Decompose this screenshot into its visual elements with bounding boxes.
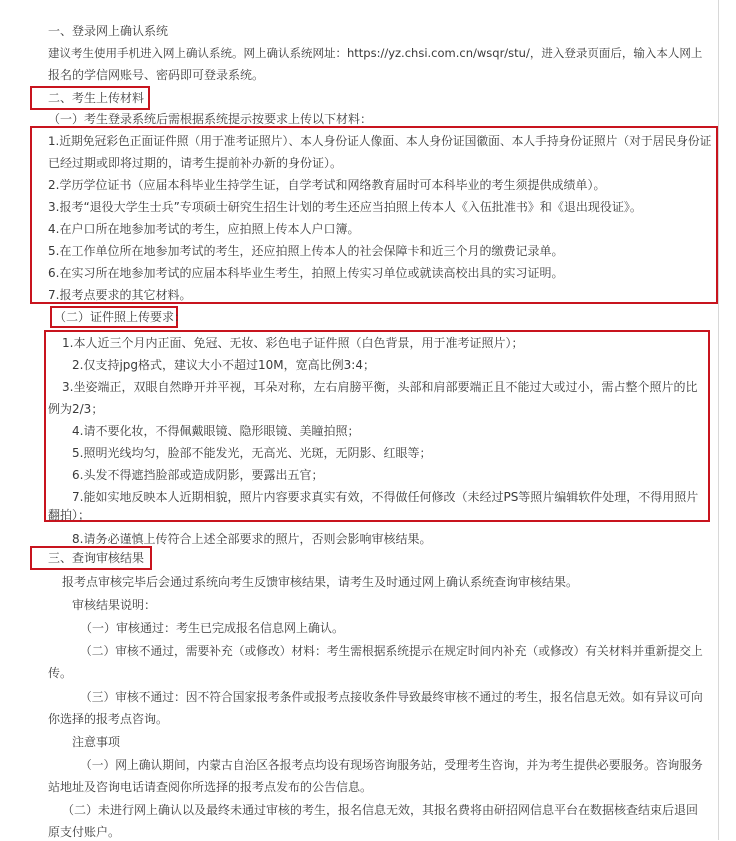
review-result-item: （二）审核不通过，需要补充（或修改）材料：考生需根据系统提示在规定时间内补充（或修改）有关材料并重新提交上 <box>80 644 703 658</box>
photo-requirement-item: 3.坐姿端正，双眼自然睁开并平视，耳朵对称，左右肩膀平衡，头部和肩部要端正且不能过大或过小，需占整个照片的比 <box>62 380 698 394</box>
note-item: （一）网上确认期间，内蒙古自治区各报考点均设有现场咨询服务站，受理考生咨询，并为考生提供必要服务。咨询服务 <box>80 758 703 772</box>
review-result-item: （一）审核通过：考生已完成报名信息网上确认。 <box>80 621 345 635</box>
page-edge-divider <box>718 0 719 840</box>
section2-heading: 二、考生上传材料 <box>48 91 145 105</box>
review-intro: 报考点审核完毕后会通过系统向考生反馈审核结果，请考生及时通过网上确认系统查询审核结果。 <box>62 575 579 589</box>
photo-requirement-item: 2.仅支持jpg格式，建议大小不超过10M，宽高比例3:4； <box>72 358 375 372</box>
photo-requirement-item: 6.头发不得遮挡脸部或造成阴影，要露出五官； <box>72 468 324 482</box>
notes-title: 注意事项 <box>72 735 121 749</box>
section3-heading: 三、查询审核结果 <box>48 551 145 565</box>
photo-requirement-item: 1.本人近三个月内正面、免冠、无妆、彩色电子证件照（白色背景，用于准考证照片）； <box>62 336 524 350</box>
section1-paragraph-line1: 建议考生使用手机进入网上确认系统。网上确认系统网址：https://yz.chsi.com.cn/wsqr/stu/，进入登录页面后，输入本人网上 <box>48 46 703 60</box>
photo-requirement-item: 4.请不要化妆，不得佩戴眼镜、隐形眼镜、美瞳拍照； <box>72 424 360 438</box>
material-item: 4.在户口所在地参加考试的考生，应拍照上传本人户口簿。 <box>48 222 360 236</box>
review-result-item: 你选择的报考点咨询。 <box>48 712 169 726</box>
note-item: 原支付账户。 <box>48 825 121 839</box>
photo-requirement-item: 8.请务必谨慎上传符合上述全部要求的照片，否则会影响审核结果。 <box>72 532 432 546</box>
photo-requirement-item: 7.能如实地反映本人近期相貌，照片内容要求真实有效，不得做任何修改（未经过PS等照片编辑软件处理，不得用照片 <box>72 490 699 504</box>
review-explain-title: 审核结果说明： <box>72 598 157 612</box>
review-result-item: 传。 <box>48 666 73 680</box>
photo-requirement-item: 5.照明光线均匀，脸部不能发光，无高光、光斑，无阴影、红眼等； <box>72 446 432 460</box>
material-item: 5.在工作单位所在地参加考试的考生，还应拍照上传本人的社会保障卡和近三个月的缴费记录单。 <box>48 244 564 258</box>
review-result-item: （三）审核不通过：因不符合国家报考条件或报考点接收条件导致最终审核不通过的考生，报名信息无效。如有异议可向 <box>80 690 703 704</box>
material-item: 7.报考点要求的其它材料。 <box>48 288 192 302</box>
note-item: （二）未进行网上确认以及最终未通过审核的考生，报名信息无效，其报名费将由研招网信息平台在数据核查结束后退回 <box>62 803 699 817</box>
material-item: 已经过期或即将过期的，请考生提前补办新的身份证）。 <box>48 156 343 170</box>
section1-paragraph-line2: 报名的学信网账号、密码即可登录系统。 <box>48 68 265 82</box>
section1-heading: 一、登录网上确认系统 <box>48 24 169 38</box>
material-item: 2.学历学位证书（应届本科毕业生持学生证，自学考试和网络教育届时可本科毕业的考生须提供成绩单）。 <box>48 178 606 192</box>
photo-requirements-title: （二）证件照上传要求： <box>54 310 187 324</box>
note-item: 站地址及咨询电话请查阅你所选择的报考点发布的公告信息。 <box>48 780 373 794</box>
material-item: 3.报考“退役大学生士兵”专项硕士研究生招生计划的考生还应当拍照上传本人《入伍批准书》和《退出现役证》。 <box>48 200 642 214</box>
material-item: 1.近期免冠彩色正面证件照（用于准考证照片）、本人身份证人像面、本人身份证国徽面、本人手持身份证照片（对于居民身份证 <box>48 134 712 148</box>
upload-materials-intro: （一）考生登录系统后需根据系统提示按要求上传以下材料： <box>48 112 373 126</box>
photo-requirement-item: 例为2/3； <box>48 402 104 416</box>
material-item: 6.在实习所在地参加考试的应届本科毕业生考生，拍照上传实习单位或就读高校出具的实习证明。 <box>48 266 564 280</box>
photo-requirement-item: 翻拍）； <box>48 508 91 522</box>
